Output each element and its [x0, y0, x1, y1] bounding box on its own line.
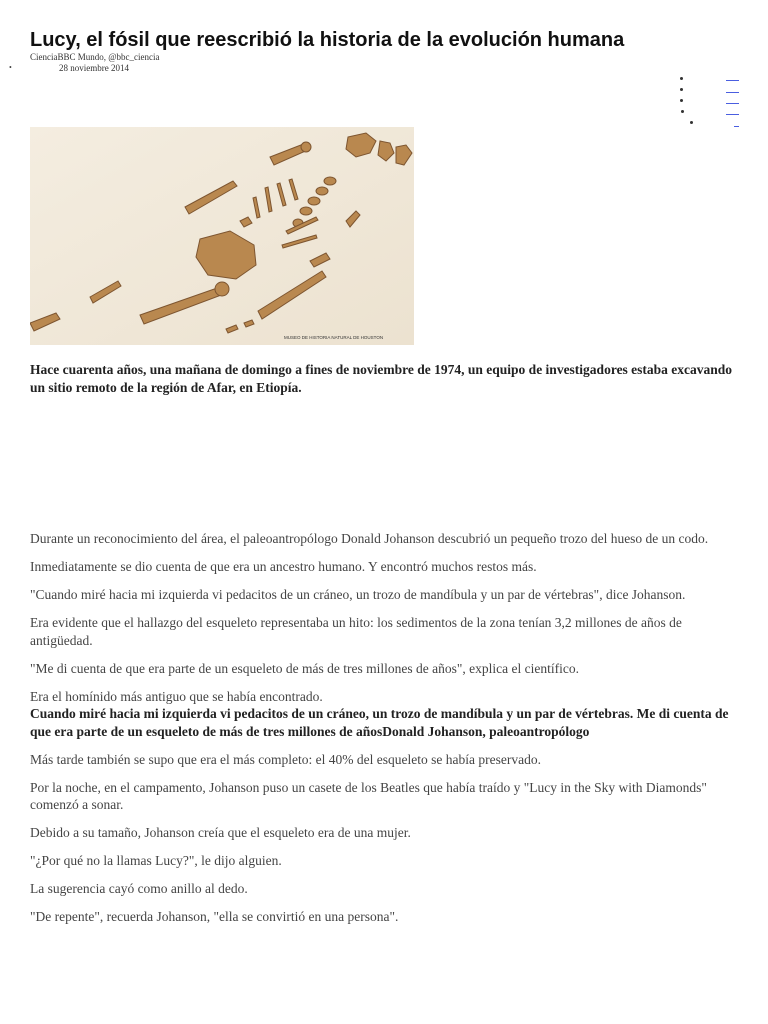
paragraph: Inmediatamente se dio cuenta de que era un ancestro humano. Y encontró muchos restos más.: [30, 559, 537, 574]
paragraph: "Me di cuenta de que era parte de un esqueleto de más de tres millones de años", explica el científico.: [30, 660, 579, 676]
pull-quote: Cuando miré hacia mi izquierda vi pedacitos de un cráneo, un trozo de mandíbula y un par de vértebras. Me di cuenta de que era parte de un esqueleto de más de tres millones de añosDonald Johanson, paleoantropólogo: [30, 706, 729, 739]
bullet-icon: •: [9, 63, 12, 72]
article-body: [30, 530, 742, 936]
skeleton-illustration: [30, 127, 414, 345]
article-date: 28 noviembre 2014: [59, 63, 129, 73]
article-byline: CienciaBBC Mundo, @bbc_ciencia: [30, 52, 160, 62]
paragraph: Era el homínido más antiguo que se había encontrado.: [30, 688, 323, 704]
paragraph: Por la noche, en el campamento, Johanson puso un casete de los Beatles que había traído y "Lucy in the Sky with Diamonds" comenzó a sonar.: [30, 779, 707, 812]
lucy-skeleton-photo: [30, 127, 414, 345]
paragraph: Debido a su tamaño, Johanson creía que el esqueleto era de una mujer.: [30, 825, 411, 840]
image-credit: MUSEO DE HISTORIA NATURAL DE HOUSTON: [284, 335, 384, 340]
article-lead: Hace cuarenta años, una mañana de domingo a fines de noviembre de 1974, un equipo de investigadores estaba excavando un sitio remoto de la región de Afar, en Etiopía.: [30, 362, 733, 395]
paragraph: "¿Por qué no la llamas Lucy?", le dijo alguien.: [30, 853, 282, 868]
article-title: Lucy, el fósil que reescribió la historia de la evolución humana: [30, 29, 625, 51]
paragraph: Más tarde también se supo que era el más completo: el 40% del esqueleto se había preservado.: [30, 751, 541, 767]
paragraph: "De repente", recuerda Johanson, "ella se convirtió en una persona".: [30, 909, 399, 924]
paragraph: Durante un reconocimiento del área, el paleoantropólogo Donald Johanson descubrió un pequeño trozo del hueso de un codo.: [30, 531, 709, 546]
paragraph: La sugerencia cayó como anillo al dedo.: [30, 881, 248, 896]
paragraph: Era evidente que el hallazgo del esqueleto representaba un hito: los sedimentos de la zona tenían 3,2 millones de años de antigüedad.: [30, 615, 682, 648]
paragraph: "Cuando miré hacia mi izquierda vi pedacitos de un cráneo, un trozo de mandíbula y un par de vértebras", dice Johanson.: [30, 587, 686, 602]
